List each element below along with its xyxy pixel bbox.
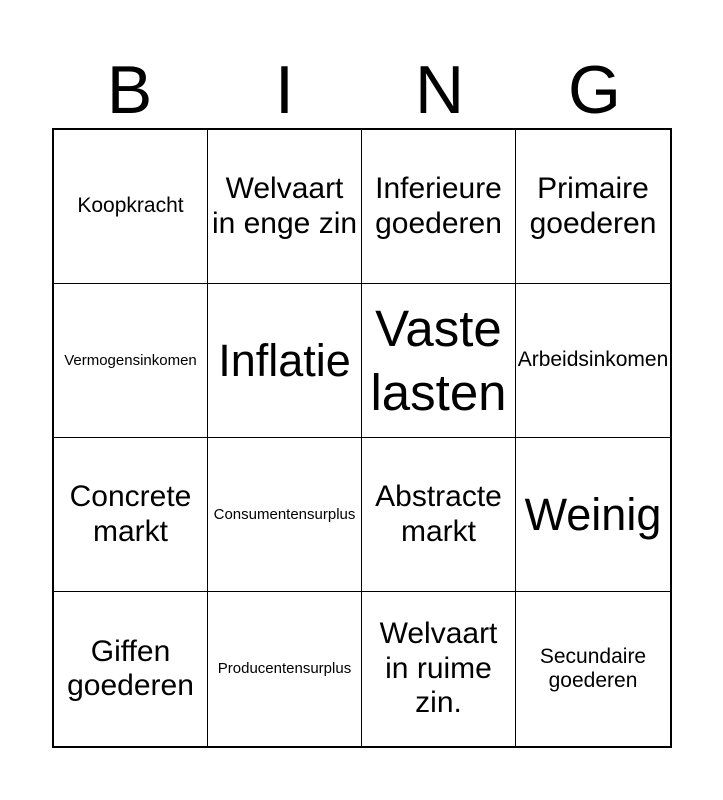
bingo-cell[interactable] (54, 438, 208, 592)
bingo-board (52, 128, 672, 748)
bingo-cell[interactable] (54, 592, 208, 746)
bingo-cell[interactable] (208, 592, 362, 746)
bingo-cell[interactable] (362, 130, 516, 284)
bingo-header (52, 52, 672, 128)
bingo-cell[interactable] (362, 284, 516, 438)
cell-text: Weinig (524, 488, 662, 540)
cell-text: Welvaart in ruime zin. (379, 617, 498, 720)
bingo-cell[interactable] (54, 130, 208, 284)
cell-text: Concrete markt (69, 480, 192, 548)
bingo-cell[interactable] (54, 284, 208, 438)
bingo-cell[interactable] (362, 438, 516, 592)
cell-text: Inferieure goederen (375, 172, 502, 240)
cell-text: Welvaart in enge zin (211, 172, 358, 240)
bingo-cell[interactable] (516, 592, 670, 746)
header-letter-b: B (106, 52, 153, 128)
cell-text: Abstracte markt (375, 480, 502, 548)
header-letter-g: G (568, 52, 621, 128)
cell-text: Primaire goederen (529, 172, 657, 240)
bingo-cell[interactable] (362, 592, 516, 746)
cell-text: Producentensurplus (217, 660, 352, 678)
bingo-cell[interactable] (516, 438, 670, 592)
bingo-cell[interactable] (208, 130, 362, 284)
header-letter-n: N (414, 52, 465, 128)
bingo-cell[interactable] (516, 284, 670, 438)
cell-text: Vaste lasten (370, 299, 507, 421)
bingo-cell[interactable] (516, 130, 670, 284)
cell-text: Secundaire goederen (539, 644, 647, 692)
bingo-cell[interactable] (208, 284, 362, 438)
cell-text: Giffen goederen (67, 634, 194, 702)
cell-text: Arbeidsinkomen (517, 348, 669, 372)
cell-text: Inflatie (218, 334, 351, 386)
cell-text: Koopkracht (77, 194, 184, 218)
bingo-cell[interactable] (208, 438, 362, 592)
header-letter-i: I (275, 52, 294, 128)
cell-text: Consumentensurplus (213, 505, 356, 523)
cell-text: Vermogensinkomen (64, 351, 197, 369)
